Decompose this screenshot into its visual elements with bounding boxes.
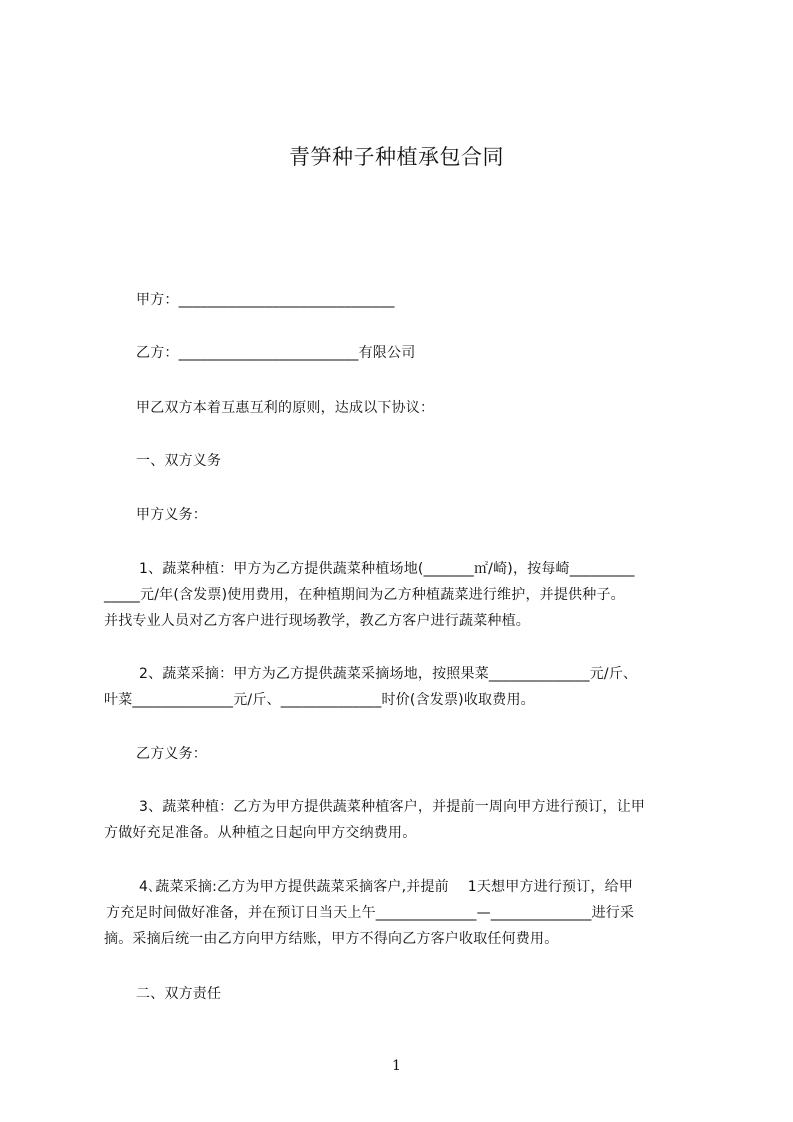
clause-4-line-3: 摘。采摘后统一由乙方向甲方结账，甲方不得向乙方客户收取任何费用。 [104,931,559,947]
clause-2-line-2: 叶菜______________元/斤、______________时价(含发票)收取费用。 [104,692,535,708]
party-a-line: 甲方：______________________________ [136,292,395,308]
preamble: 甲乙双方本着互惠互利的原则，达成以下协议： [136,400,435,416]
section-1-heading: 一、双方义务 [136,453,222,469]
document-title: 青笋种子种植承包合同 [289,145,504,169]
page-number: 1 [392,1058,401,1074]
section-2-heading: 二、双方责任 [136,986,222,1002]
party-b-duties-heading: 乙方义务： [136,746,207,762]
clause-4-line-1: 4､蔬菜采摘:乙方为甲方提供蔬菜采摘客户,并提前 1天想甲方进行预订，给甲 [139,879,634,895]
clause-3-line-1: 3、蔬菜种植：乙方为甲方提供蔬菜种植客户，并提前一周向甲方进行预订，让甲 [139,799,646,815]
clause-1-line-2: _____元/年(含发票)使用费用，在种植期间为乙方种植蔬菜进行维护，并提供种子。 [104,587,625,603]
clause-3-line-2: 方做好充足准备。从种植之日起向甲方交纳费用。 [104,825,417,841]
clause-4-line-2: 方充足时间做好准备，并在预订日当天上午______________—______________进行采 [106,905,635,921]
clause-1-line-1: 1、蔬菜种植：甲方为乙方提供蔬菜种植场地(_______㎡/崎)，按每崎_________ [139,561,635,577]
party-a-duties-heading: 甲方义务： [136,507,207,523]
clause-1-line-3: 并找专业人员对乙方客户进行现场教学，教乙方客户进行蔬菜种植。 [104,613,530,629]
party-b-line: 乙方：_________________________有限公司 [136,345,416,361]
clause-2-line-1: 2、蔬菜采摘：甲方为乙方提供蔬菜采摘场地，按照果菜______________元/斤、 [139,666,638,682]
